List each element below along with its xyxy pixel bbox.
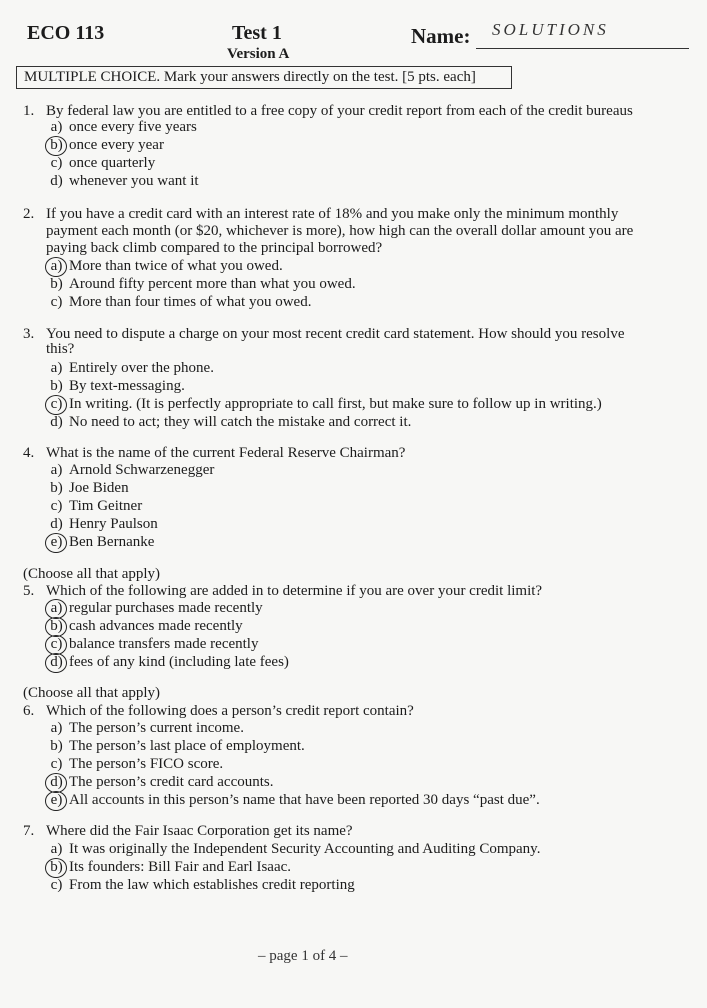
option-letter: b): [50, 378, 63, 394]
option-text: once every five years: [69, 119, 197, 135]
question-text: paying back climb compared to the principal borrowed?: [46, 240, 383, 256]
option-4b[interactable]: [46, 480, 129, 497]
option-1d[interactable]: [46, 173, 199, 190]
option-6b[interactable]: [46, 738, 305, 755]
option-6c[interactable]: [46, 756, 223, 773]
option-letter: a): [50, 841, 63, 857]
question-number: 4.: [23, 445, 35, 461]
question-text: Which of the following are added in to determine if you are over your credit limit?: [46, 583, 543, 599]
option-letter-circled: e): [46, 534, 67, 551]
choose-all-note: (Choose all that apply): [23, 685, 161, 701]
instructions-box: MULTIPLE CHOICE. Mark your answers directly on the test. [5 pts. each]: [16, 66, 512, 89]
option-2b[interactable]: [46, 276, 356, 293]
test-title: Test 1: [232, 22, 282, 44]
option-text: Tim Geitner: [69, 498, 143, 514]
option-1a[interactable]: [46, 119, 197, 136]
option-letter: c): [50, 756, 63, 772]
option-letter: a): [50, 462, 63, 478]
option-2a[interactable]: [46, 258, 283, 275]
question-number: 6.: [23, 703, 35, 719]
option-letter: c): [50, 155, 63, 171]
choose-all-note: (Choose all that apply): [23, 566, 161, 582]
option-text: The person’s last place of employment.: [69, 738, 305, 754]
option-text: All accounts in this person’s name that have been reported 30 days “past due”.: [69, 792, 540, 808]
option-letter: a): [50, 720, 63, 736]
option-6a[interactable]: [46, 720, 244, 737]
option-letter-circled: b): [46, 137, 67, 154]
option-letter: d): [50, 414, 63, 430]
page-footer: – page 1 of 4 –: [258, 948, 348, 964]
option-text: balance transfers made recently: [69, 636, 259, 652]
option-letter: b): [50, 276, 63, 292]
option-5c[interactable]: [46, 636, 258, 653]
option-text: once every year: [69, 137, 164, 153]
option-1b[interactable]: [46, 137, 164, 154]
option-text: once quarterly: [69, 155, 156, 171]
option-7a[interactable]: [46, 841, 540, 858]
option-5d[interactable]: [46, 654, 289, 671]
option-text: Joe Biden: [69, 480, 129, 496]
course-code: ECO 113: [27, 22, 105, 44]
option-text: Ben Bernanke: [69, 534, 155, 550]
option-2c[interactable]: [46, 294, 311, 311]
option-letter-circled: b): [46, 859, 67, 876]
option-letter-circled: c): [46, 636, 67, 653]
option-letter-circled: d): [46, 774, 67, 791]
question-text: Which of the following does a person’s credit report contain?: [46, 703, 414, 719]
option-4c[interactable]: [46, 498, 142, 515]
option-text: More than twice of what you owed.: [69, 258, 283, 274]
question-number: 2.: [23, 206, 35, 222]
option-3b[interactable]: [46, 378, 185, 395]
option-7b[interactable]: [46, 859, 291, 876]
question-text: payment each month (or $20, whichever is more), how high can the overall dollar amount you are: [46, 223, 634, 239]
option-letter-circled: a): [46, 600, 67, 617]
option-5b[interactable]: [46, 618, 243, 635]
option-letter: c): [50, 294, 63, 310]
option-text: whenever you want it: [69, 173, 199, 189]
option-text: No need to act; they will catch the mistake and correct it.: [69, 414, 412, 430]
question-text: Where did the Fair Isaac Corporation get its name?: [46, 823, 353, 839]
option-3c[interactable]: [46, 396, 602, 413]
option-letter: d): [50, 516, 63, 532]
option-4d[interactable]: [46, 516, 158, 533]
option-letter: c): [50, 498, 63, 514]
name-value: SOLUTIONS: [492, 20, 609, 39]
option-text: fees of any kind (including late fees): [69, 654, 289, 670]
question-number: 1.: [23, 103, 35, 119]
option-letter: c): [50, 877, 63, 893]
question-number: 7.: [23, 823, 35, 839]
option-text: regular purchases made recently: [69, 600, 263, 616]
option-text: From the law which establishes credit reporting: [69, 877, 355, 893]
question-text: this?: [46, 341, 75, 357]
option-letter-circled: b): [46, 618, 67, 635]
option-3d[interactable]: [46, 414, 411, 431]
option-text: The person’s credit card accounts.: [69, 774, 274, 790]
option-letter: d): [50, 173, 63, 189]
question-text: What is the name of the current Federal Reserve Chairman?: [46, 445, 406, 461]
option-text: The person’s FICO score.: [69, 756, 224, 772]
option-5a[interactable]: [46, 600, 263, 617]
option-text: Entirely over the phone.: [69, 360, 214, 376]
question-text: If you have a credit card with an interest rate of 18% and you make only the minimum monthly: [46, 206, 619, 222]
option-text: Around fifty percent more than what you owed.: [69, 276, 356, 292]
option-letter: a): [50, 360, 63, 376]
test-version: Version A: [227, 46, 290, 62]
option-letter-circled: a): [46, 258, 67, 275]
option-text: Its founders: Bill Fair and Earl Isaac.: [69, 859, 292, 875]
option-letter: b): [50, 480, 63, 496]
option-7c[interactable]: [46, 877, 355, 894]
option-text: Henry Paulson: [69, 516, 158, 532]
name-label: Name:: [411, 24, 471, 48]
option-text: The person’s current income.: [69, 720, 244, 736]
option-4e[interactable]: [46, 534, 154, 551]
option-letter-circled: d): [46, 654, 67, 671]
question-number: 3.: [23, 326, 35, 342]
option-text: cash advances made recently: [69, 618, 243, 634]
option-text: By text-messaging.: [69, 378, 185, 394]
option-letter-circled: c): [46, 396, 67, 413]
option-3a[interactable]: [46, 360, 214, 377]
option-1c[interactable]: [46, 155, 155, 172]
question-text: By federal law you are entitled to a free copy of your credit report from each of the credit bureaus: [46, 103, 633, 119]
option-6e[interactable]: [46, 792, 540, 809]
option-text: More than four times of what you owed.: [69, 294, 312, 310]
question-text: You need to dispute a charge on your most recent credit card statement. How should you resolve: [46, 326, 625, 342]
name-underline: [476, 48, 689, 49]
option-letter-circled: e): [46, 792, 67, 809]
option-text: Arnold Schwarzenegger: [69, 462, 215, 478]
question-number: 5.: [23, 583, 35, 599]
option-letter: a): [50, 119, 63, 135]
option-text: It was originally the Independent Security Accounting and Auditing Company.: [69, 841, 541, 857]
option-text: In writing. (It is perfectly appropriate to call first, but make sure to follow up in writing.): [69, 396, 602, 412]
option-4a[interactable]: [46, 462, 214, 479]
option-letter: b): [50, 738, 63, 754]
option-6d[interactable]: [46, 774, 274, 791]
